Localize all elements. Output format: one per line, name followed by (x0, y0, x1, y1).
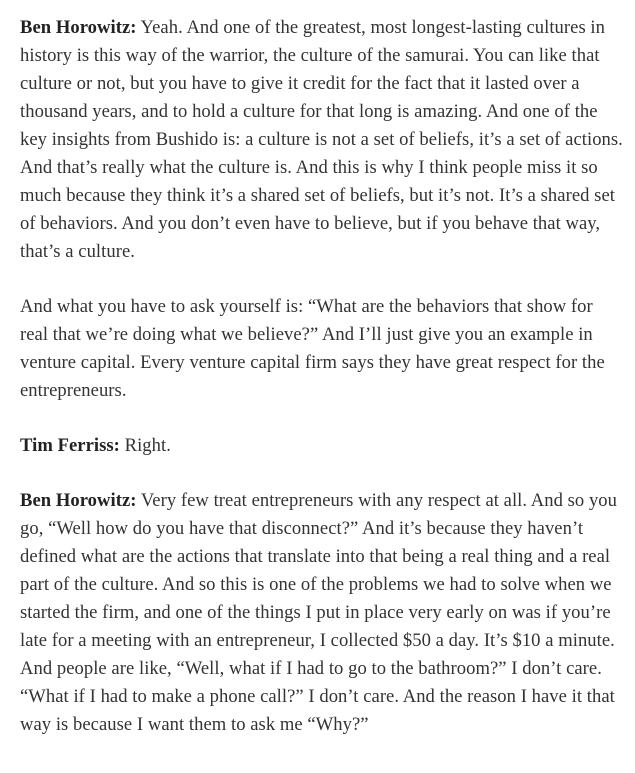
speaker-name: Ben Horowitz: (20, 490, 137, 511)
paragraph-text: And what you have to ask yourself is: “What are the behaviors that show for real that we’re doing what we believe?” And I’ll just give you an example in venture capital. Every venture capital firm says they have great respect for the entrepreneurs. (20, 296, 605, 401)
transcript-paragraph (20, 293, 625, 405)
paragraph-text: Yeah. And one of the greatest, most longest-lasting cultures in history is this way of the warrior, the culture of the samurai. You can like that culture or not, but you have to give it credit for the fact that it lasted over a thousand years, and to hold a culture for that long is amazing. And one of the key insights from Bushido is: a culture is not a set of beliefs, it’s a set of actions. And that’s really what the culture is. And this is why I think people miss it so much because they think it’s a shared set of beliefs, but it’s not. It’s a shared set of behaviors. And you don’t even have to believe, but if you behave that way, that’s a culture. (20, 17, 623, 262)
speaker-name: Ben Horowitz: (20, 17, 137, 38)
speaker-name: Tim Ferriss: (20, 435, 120, 456)
paragraph-text: Right. (119, 435, 171, 456)
transcript-paragraph (20, 14, 625, 266)
transcript-paragraph (20, 432, 625, 460)
paragraph-text: Very few treat entrepreneurs with any respect at all. And so you go, “Well how do you have that disconnect?” And it’s because they haven’t defined what are the actions that translate into that being a real thing and a real part of the culture. And so this is one of the problems we had to solve when we started the firm, and one of the things I put in place very early on was if you’re late for a meeting with an entrepreneur, I collected $50 a day. It’s $10 a minute. And people are like, “Well, what if I had to go to the bathroom?” I don’t care. “What if I had to make a phone call?” I don’t care. And the reason I have it that way is because I want them to ask me “Why?” (20, 490, 618, 735)
transcript (20, 14, 625, 739)
transcript-paragraph (20, 487, 625, 739)
